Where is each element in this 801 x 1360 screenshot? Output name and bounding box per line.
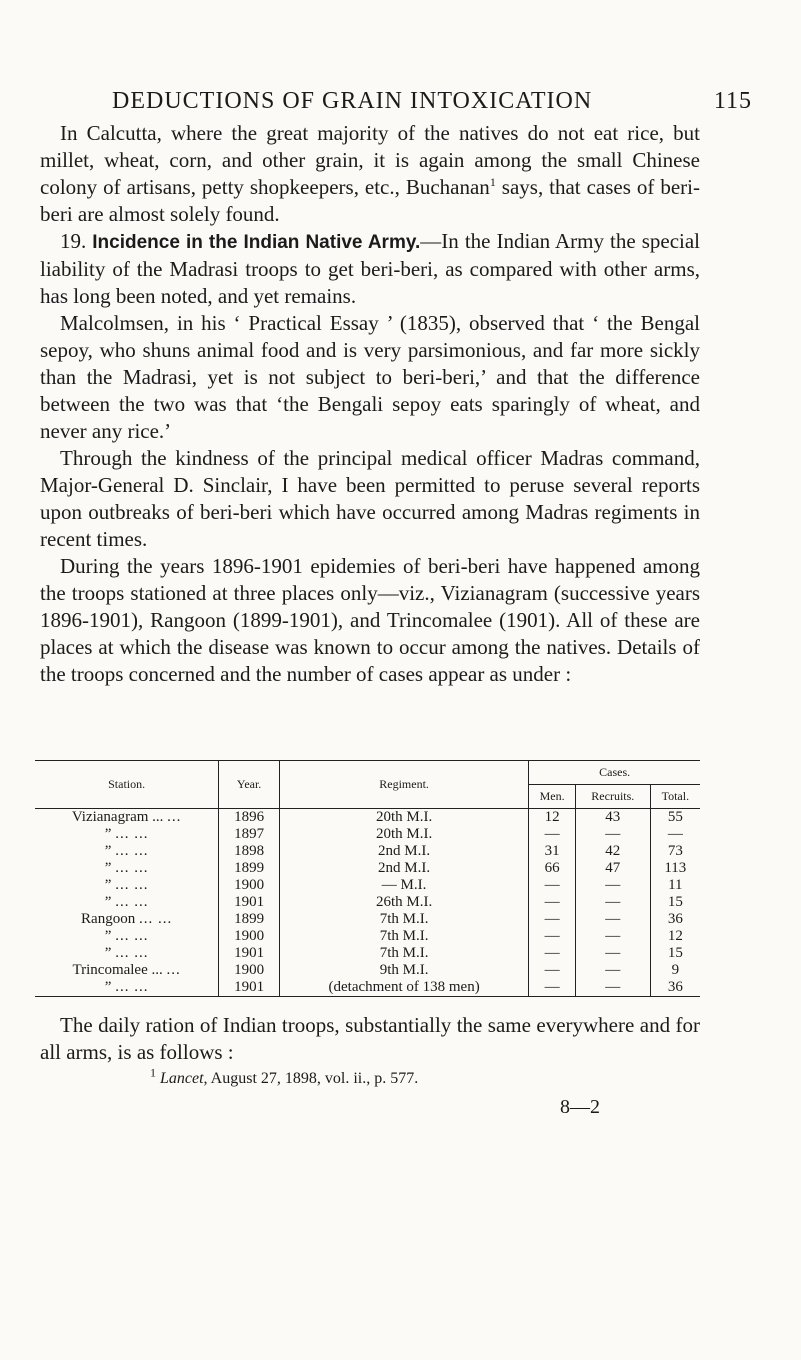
men-cell: —: [529, 894, 576, 911]
section-heading: Incidence in the Indian Native Army.: [92, 232, 421, 253]
header-total: Total.: [650, 785, 700, 809]
men-cell: —: [529, 826, 576, 843]
regiment-cell: (detachment of 138 men): [279, 979, 528, 997]
total-cell: 36: [667, 911, 683, 927]
station-cell: ” ... ...: [35, 979, 219, 997]
table-row: [35, 911, 700, 928]
recruits-cell: —: [575, 894, 650, 911]
year-cell: 1899: [219, 860, 280, 877]
table-row: [35, 945, 700, 962]
total-cell: 15: [667, 945, 683, 961]
paragraph-2: 19. Incidence in the Indian Native Army.—In the Indian Army the special liability of the Madrasi troops to get beri-beri, as compared with other arms, has long been noted, and yet remains.: [40, 229, 701, 308]
regiment-cell: 20th M.I.: [279, 826, 528, 843]
regiment-cell: 2nd M.I.: [279, 860, 528, 877]
regiment-cell: 20th M.I.: [279, 809, 528, 827]
regiment-cell: 7th M.I.: [279, 928, 528, 945]
men-cell: —: [529, 945, 576, 962]
station-cell: Rangoon ... ...: [35, 911, 219, 928]
header-regiment: Regiment.: [279, 761, 528, 809]
year-cell: 1901: [219, 979, 280, 997]
men-cell: 66: [529, 860, 576, 877]
header-recruits: Recruits.: [575, 785, 650, 809]
total-cell: 9: [671, 962, 680, 978]
station-cell: Trincomalee ... ...: [35, 962, 219, 979]
regiment-cell: 2nd M.I.: [279, 843, 528, 860]
paragraph-5: During the years 1896-1901 epidemies of beri-beri have happened among the troops stationed at three places only—viz., Vizianagram (successive years 1896-1901), Rangoon (1899-1901), and Trincomalee (1901). All of these are places at which the disease was known to occur among the natives. Details of the troops concerned and the number of cases appear as under :: [40, 554, 700, 686]
station-cell: ” ... ...: [35, 928, 219, 945]
station-cell: ” ... ...: [35, 860, 219, 877]
year-cell: 1898: [219, 843, 280, 860]
men-cell: —: [529, 877, 576, 894]
total-cell: 113: [664, 860, 687, 876]
page-title: DEDUCTIONS OF GRAIN INTOXICATION: [112, 88, 593, 114]
header-station: Station.: [35, 761, 219, 809]
header-men: Men.: [529, 785, 576, 809]
header-cases: Cases.: [529, 761, 700, 785]
regiment-cell: 26th M.I.: [279, 894, 528, 911]
year-cell: 1901: [219, 945, 280, 962]
recruits-cell: —: [575, 962, 650, 979]
footnote: $^1$ Lancet, August 27, 1898, vol. ii., p. 577.: [150, 1065, 419, 1087]
station-cell: ” ... ...: [35, 843, 219, 860]
station-cell: ” ... ...: [35, 945, 219, 962]
year-cell: 1899: [219, 911, 280, 928]
recruits-cell: —: [575, 877, 650, 894]
header-year: Year.: [219, 761, 280, 809]
regiment-cell: 9th M.I.: [279, 962, 528, 979]
station-cell: Vizianagram ... ...: [35, 809, 219, 827]
table-row: [35, 979, 700, 997]
table-row: [35, 877, 700, 894]
year-cell: 1897: [219, 826, 280, 843]
recruits-cell: —: [575, 826, 650, 843]
paragraph-1: In Calcutta, where the great majority of the natives do not eat rice, but millet, wheat, corn, and other grain, it is again among the small Chinese colony of artisans, petty shopkeepers, etc., Buchanan$^1$ says, that cases of beri-beri are almost solely found.: [40, 121, 700, 226]
paragraph-4: Through the kindness of the principal medical officer Madras command, Major-General D. Sinclair, I have been permitted to peruse several reports upon outbreaks of beri-beri which have occurred among Madras regiments in recent times.: [40, 446, 700, 551]
total-cell: 55: [667, 809, 683, 825]
table-body: [35, 809, 700, 997]
total-cell: —: [667, 826, 683, 842]
men-cell: 31: [529, 843, 576, 860]
recruits-cell: —: [575, 945, 650, 962]
total-cell: 15: [667, 894, 683, 910]
men-cell: —: [529, 962, 576, 979]
regiment-cell: 7th M.I.: [279, 945, 528, 962]
year-cell: 1900: [219, 928, 280, 945]
signature-mark: 8—2: [560, 1096, 600, 1118]
table-row: [35, 826, 700, 843]
table-row: [35, 843, 700, 860]
total-cell: 73: [667, 843, 683, 859]
year-cell: 1901: [219, 894, 280, 911]
year-cell: 1900: [219, 962, 280, 979]
footnote-ref: 1: [489, 175, 496, 189]
table-row: [35, 962, 700, 979]
total-cell: 12: [667, 928, 683, 944]
recruits-cell: 47: [575, 860, 650, 877]
regiment-cell: 7th M.I.: [279, 911, 528, 928]
year-cell: 1900: [219, 877, 280, 894]
page-number: 115: [713, 88, 752, 114]
men-cell: —: [529, 911, 576, 928]
recruits-cell: —: [575, 979, 650, 997]
body-text: [40, 120, 700, 688]
regiment-cell: — M.I.: [279, 877, 528, 894]
table-row: [35, 809, 700, 827]
closing-paragraph: The daily ration of Indian troops, substantially the same everywhere and for all arms, is as follows :: [40, 1013, 700, 1064]
station-cell: ” ... ...: [35, 826, 219, 843]
men-cell: 12: [529, 809, 576, 827]
year-cell: 1896: [219, 809, 280, 827]
table-row: [35, 894, 700, 911]
paragraph-3: Malcolmsen, in his ‘ Practical Essay ’ (1835), observed that ‘ the Bengal sepoy, who shuns animal food and is very parsimonious, and far more sickly than the Madrasi, yet is not subject to beri-beri,’ and that the difference between the two was that ‘the Bengali sepoy eats sparingly of wheat, and never any rice.’: [40, 311, 700, 443]
men-cell: —: [529, 928, 576, 945]
station-cell: ” ... ...: [35, 877, 219, 894]
total-cell: 36: [667, 979, 683, 995]
men-cell: —: [529, 979, 576, 997]
recruits-cell: 43: [575, 809, 650, 827]
recruits-cell: 42: [575, 843, 650, 860]
footnote-source: Lancet,: [160, 1070, 208, 1087]
recruits-cell: —: [575, 928, 650, 945]
table-row: [35, 860, 700, 877]
table-row: [35, 928, 700, 945]
recruits-cell: —: [575, 911, 650, 928]
total-cell: 11: [668, 877, 683, 893]
cases-table: [35, 760, 700, 997]
station-cell: ” ... ...: [35, 894, 219, 911]
